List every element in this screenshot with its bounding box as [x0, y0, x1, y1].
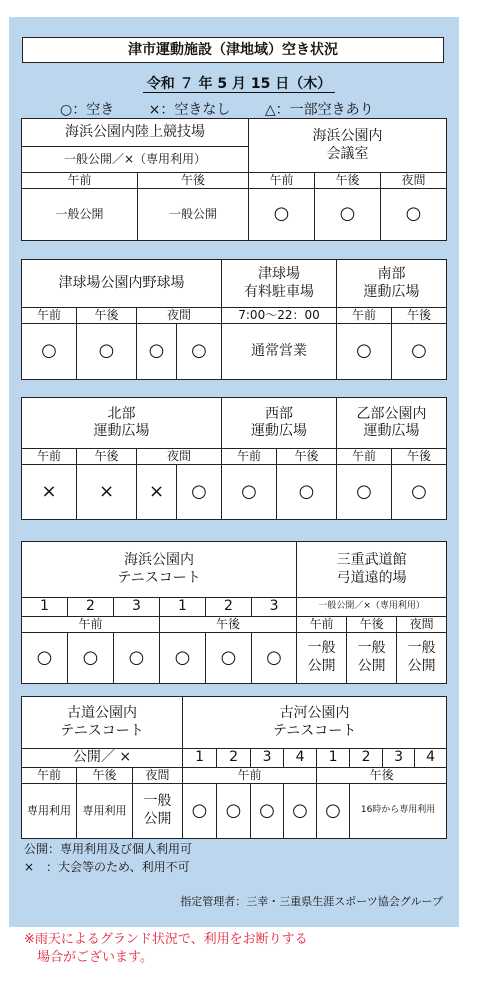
- time-header: 午後: [77, 767, 133, 783]
- time-header: 午後: [138, 173, 249, 189]
- time-header: 午後: [347, 616, 397, 632]
- status-cell: 専用利用: [77, 783, 133, 839]
- status-cell: ○: [252, 632, 297, 684]
- notes: [24, 840, 192, 876]
- status-cell: ○: [381, 189, 447, 241]
- time-header: 午後: [277, 449, 337, 465]
- status-cell: 一般 公開: [347, 632, 397, 684]
- time-header: 午前: [222, 449, 277, 465]
- block-hokubu-field: [21, 397, 446, 520]
- time-header: 午前: [22, 449, 77, 465]
- facility-name: 津球場公園内野球場: [22, 260, 222, 308]
- facility-name: 南部 運動広場: [337, 260, 447, 308]
- status-cell: ×: [137, 465, 177, 520]
- facility-name: 乙部公園内 運動広場: [337, 398, 447, 449]
- facility-name: 古河公園内 テニスコート: [183, 697, 447, 749]
- status-cell: ×: [22, 465, 77, 520]
- status-cell: ○: [22, 324, 77, 380]
- court-number: 4: [415, 749, 447, 768]
- time-header: 午後: [392, 308, 447, 324]
- facility-name: 海浜公園内陸上競技場: [22, 119, 249, 147]
- court-number: 3: [383, 749, 415, 768]
- rain-warning: ※雨天によるグランド状況で、利用をお断りする 場合がございます。: [24, 932, 308, 965]
- facility-name: 三重武道館 弓道遠的場: [297, 542, 447, 598]
- status-cell: 一般 公開: [297, 632, 347, 684]
- status-cell: ○: [77, 324, 137, 380]
- note-line: 公開：専用利用及び個人利用可: [24, 842, 193, 856]
- legend-unavailable: ×：空きなし: [148, 102, 231, 118]
- status-cell: ○: [284, 783, 317, 839]
- time-header: 午前: [337, 449, 392, 465]
- court-number: 2: [217, 749, 251, 768]
- status-cell: ○: [206, 632, 252, 684]
- time-header: 午前: [337, 308, 392, 324]
- status-cell: 通常営業: [222, 324, 337, 380]
- time-header: 夜間: [137, 449, 222, 465]
- status-cell: 一般公開: [22, 189, 138, 241]
- facility-name: 西部 運動広場: [222, 398, 337, 449]
- time-header: 夜間: [381, 173, 447, 189]
- block-kaihin-track: [21, 118, 446, 241]
- court-number: 1: [183, 749, 217, 768]
- time-header: 夜間: [133, 767, 183, 783]
- note-line: × ：大会等のため、利用不可: [24, 860, 190, 874]
- manager-text: 指定管理者：三幸・三重県生涯スポーツ協会グループ: [180, 895, 443, 908]
- court-number: 4: [284, 749, 317, 768]
- status-cell: ×: [77, 465, 137, 520]
- time-header: 午後: [160, 616, 297, 632]
- status-cell: 一般 公開: [397, 632, 447, 684]
- time-header: 午前: [22, 308, 77, 324]
- court-number: 1: [160, 598, 206, 617]
- time-header: 7:00～22：00: [222, 308, 337, 324]
- block-tsu-baseball: [21, 259, 446, 380]
- time-header: 午後: [317, 767, 447, 783]
- status-cell: ○: [217, 783, 251, 839]
- facility-name: 古道公園内 テニスコート: [22, 697, 183, 749]
- status-cell: ○: [160, 632, 206, 684]
- status-cell: ○: [22, 632, 68, 684]
- time-header: 午後: [77, 449, 137, 465]
- facility-name: 津球場 有料駐車場: [222, 260, 337, 308]
- court-number: 1: [22, 598, 68, 617]
- time-header: 午後: [77, 308, 137, 324]
- status-cell: ○: [392, 465, 447, 520]
- status-cell: ○: [249, 189, 315, 241]
- court-number: 3: [252, 598, 297, 617]
- page-title: 津市運動施設（津地域）空き状況: [22, 37, 444, 63]
- time-header: 午前: [22, 173, 138, 189]
- status-cell: ○: [222, 465, 277, 520]
- status-cell: ○: [68, 632, 114, 684]
- time-header: 午前: [22, 767, 77, 783]
- court-number: 2: [68, 598, 114, 617]
- court-number: 3: [251, 749, 284, 768]
- status-cell: ○: [177, 465, 222, 520]
- status-cell: ○: [114, 632, 160, 684]
- court-number: 3: [114, 598, 160, 617]
- block-kaihin-tennis: [21, 541, 446, 684]
- status-cell: 16時から専用利用: [350, 783, 447, 839]
- status-cell: ○: [337, 324, 392, 380]
- time-header: 午後: [392, 449, 447, 465]
- usage-type: 公開／ ×: [22, 749, 183, 768]
- legend-partial: △：一部空きあり: [264, 102, 374, 118]
- court-number: 1: [317, 749, 350, 768]
- status-cell: ○: [315, 189, 381, 241]
- status-cell: ○: [392, 324, 447, 380]
- time-header: 午後: [315, 173, 381, 189]
- legend-available: ○：空き: [60, 102, 115, 118]
- time-header: 夜間: [397, 616, 447, 632]
- status-cell: 専用利用: [22, 783, 77, 839]
- status-cell: ○: [183, 783, 217, 839]
- facility-name: 北部 運動広場: [22, 398, 222, 449]
- status-cell: 一般公開: [138, 189, 249, 241]
- block-furumichi-tennis: [21, 696, 446, 839]
- court-number: 2: [206, 598, 252, 617]
- status-cell: ○: [137, 324, 177, 380]
- facility-name: 海浜公園内 テニスコート: [22, 542, 297, 598]
- status-cell: ○: [337, 465, 392, 520]
- time-header: 午前: [297, 616, 347, 632]
- status-cell: ○: [317, 783, 350, 839]
- date-line: [0, 73, 478, 93]
- status-cell: ○: [177, 324, 222, 380]
- time-header: 夜間: [137, 308, 222, 324]
- court-number: 2: [350, 749, 383, 768]
- time-header: 午前: [22, 616, 160, 632]
- facility-name: 海浜公園内 会議室: [249, 119, 447, 173]
- time-header: 午前: [183, 767, 317, 783]
- status-cell: ○: [251, 783, 284, 839]
- status-cell: ○: [277, 465, 337, 520]
- usage-type: 一般公開／×（専用利用）: [22, 147, 249, 173]
- legend: [60, 99, 404, 119]
- status-cell: 一般 公開: [133, 783, 183, 839]
- date-text: 令和 ７ 年 5 月 15 日（木）: [143, 76, 335, 93]
- time-header: 午前: [249, 173, 315, 189]
- usage-type: 一般公開／×（専用利用）: [297, 598, 447, 617]
